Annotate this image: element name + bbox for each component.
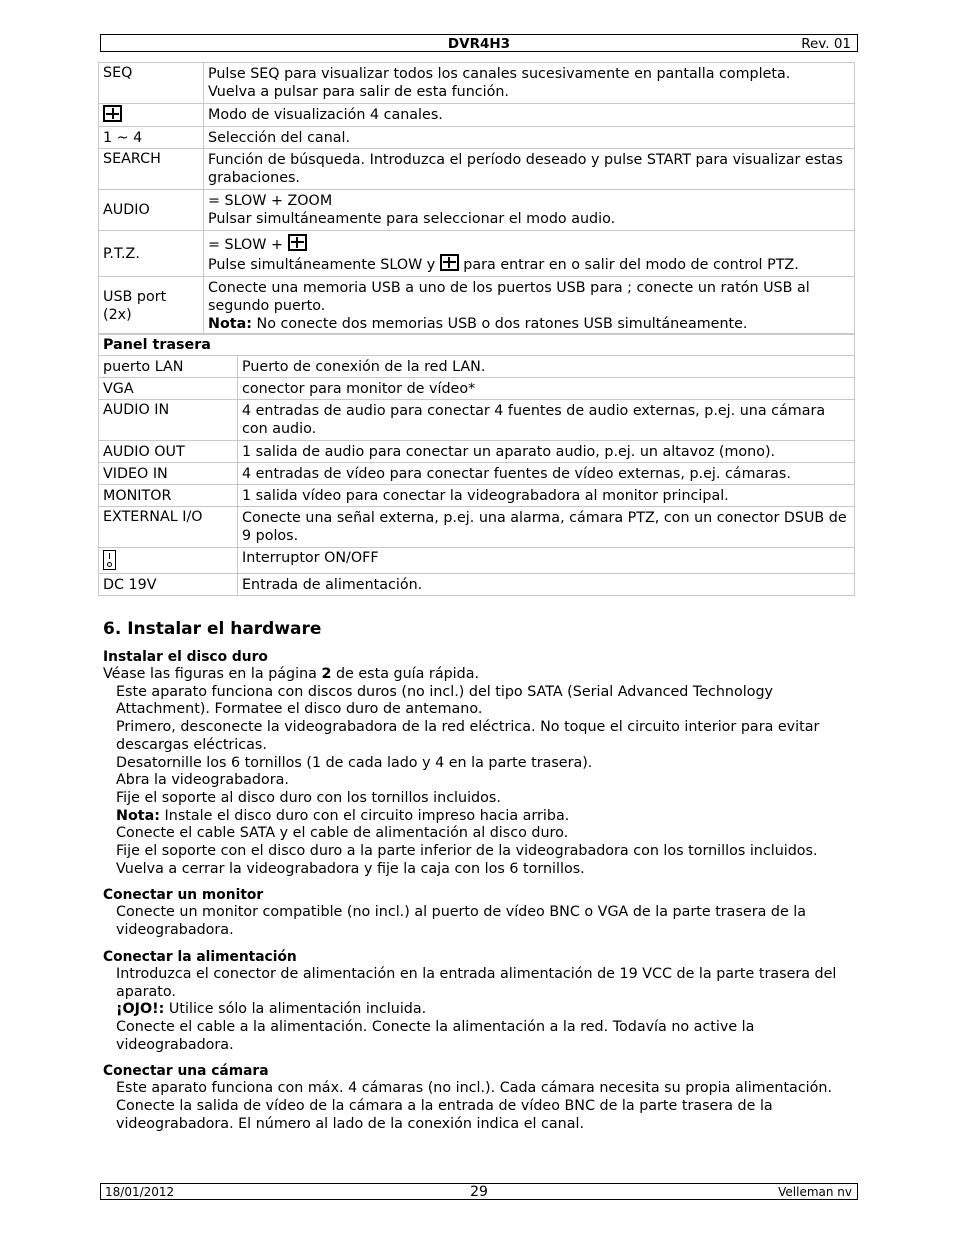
table-row [99, 400, 855, 441]
key-cell: AUDIO [99, 190, 204, 231]
key-cell [99, 548, 238, 574]
table-row [99, 356, 855, 378]
text: de esta guía rápida. [331, 666, 480, 682]
list-item: Fije el soporte con el disco duro a la parte inferior de la videograbadora con los tornillos incluidos. [116, 843, 818, 860]
warning-label: ¡OJO!: [116, 1001, 165, 1018]
page-footer [100, 1183, 858, 1200]
key-cell: AUDIO OUT [99, 441, 238, 463]
table-row [99, 463, 855, 485]
camera-text: Este aparato funciona con máx. 4 cámaras (no incl.). Cada cámara necesita su propia alimentación. [116, 1080, 833, 1097]
disk-note [103, 808, 853, 826]
text: Véase las figuras en la página [103, 666, 322, 682]
warning-text: Utilice sólo la alimentación incluida. [164, 1001, 427, 1018]
footer-company: Velleman nv [778, 1185, 852, 1199]
key-cell: USB port (2x) [99, 277, 204, 335]
table-row [99, 104, 855, 127]
disk-intro [103, 666, 853, 684]
value-line: = SLOW + ZOOM [208, 193, 333, 209]
key-cell: SEQ [99, 63, 204, 104]
quad-view-icon [440, 254, 459, 271]
value-cell: Conecte una señal externa, p.ej. una alarma, cámara PTZ, con un conector DSUB de 9 polos. [238, 507, 855, 548]
key-cell: VGA [99, 378, 238, 400]
value-cell: 1 salida vídeo para conectar la videograbadora al monitor principal. [238, 485, 855, 507]
value-cell: Selección del canal. [204, 127, 855, 149]
value-line: Pulse SEQ para visualizar todos los canales sucesivamente en pantalla completa. [208, 66, 791, 82]
value-line: Vuelva a pulsar para salir de esta función. [208, 84, 509, 100]
text: = SLOW + [208, 236, 288, 253]
table-row [99, 441, 855, 463]
list-item: Desatornille los 6 tornillos (1 de cada lado y 4 en la parte trasera). [116, 754, 593, 771]
monitor-text: Conecte un monitor compatible (no incl.) al puerto de vídeo BNC o VGA de la parte trasera de la videograbadora. [116, 904, 807, 939]
table-row [99, 574, 855, 596]
front-panel-table [98, 62, 855, 335]
table-row [99, 334, 855, 356]
list-item: Este aparato funciona con discos duros (no incl.) del tipo SATA (Serial Advanced Technology Attachment). Formatee el disco duro de antemano. [116, 683, 773, 718]
section-title: 6. Instalar el hardware [103, 619, 322, 639]
table-row [99, 231, 855, 277]
power-text: Conecte el cable a la alimentación. Conecte la alimentación a la red. Todavía no active la videograbadora. [116, 1018, 755, 1053]
value-cell: Entrada de alimentación. [238, 574, 855, 596]
power-title: Conectar la alimentación [103, 948, 297, 965]
note-label: Nota: [116, 807, 160, 824]
value-line: Conecte una memoria USB a uno de los puertos USB para ; conecte un ratón USB al segundo puerto. [208, 279, 810, 314]
value-cell: Interruptor ON/OFF [238, 548, 855, 574]
rear-panel-title: Panel trasera [99, 334, 855, 356]
key-cell: SEARCH [99, 149, 204, 190]
value-cell: 4 entradas de audio para conectar 4 fuentes de audio externas, p.ej. una cámara con audio. [238, 400, 855, 441]
value-cell [204, 231, 855, 277]
revision: Rev. 01 [801, 36, 851, 52]
power-switch-icon [103, 550, 116, 570]
footer-date: 18/01/2012 [105, 1185, 175, 1199]
value-cell: 1 salida de audio para conectar un aparato audio, p.ej. un altavoz (mono). [238, 441, 855, 463]
list-item: Vuelva a cerrar la videograbadora y fije la caja con los 6 tornillos. [116, 860, 585, 877]
list-item: Conecte el cable SATA y el cable de alimentación al disco duro. [116, 825, 569, 842]
value-line [208, 315, 850, 333]
key-cell: VIDEO IN [99, 463, 238, 485]
list-item: Primero, desconecte la videograbadora de la red eléctrica. No toque el circuito interior para evitar descargas eléctricas. [116, 719, 820, 753]
table-row [99, 507, 855, 548]
hardware-section [103, 618, 853, 1133]
camera-text: Conecte la salida de vídeo de la cámara a la entrada de vídeo BNC de la parte trasera de la videograbadora. El número al lado de la conexión indica el canal. [116, 1098, 773, 1132]
key-cell: MONITOR [99, 485, 238, 507]
note-label: Nota: [208, 315, 252, 332]
table-row [99, 190, 855, 231]
rear-panel-table [98, 333, 855, 596]
monitor-title: Conectar un monitor [103, 887, 264, 904]
disk-title: Instalar el disco duro [103, 649, 268, 665]
note-text: No conecte dos memorias USB o dos ratones USB simultáneamente. [252, 315, 748, 332]
key-cell: EXTERNAL I/O [99, 507, 238, 548]
key-cell: P.T.Z. [99, 231, 204, 277]
value-line [208, 254, 850, 274]
list-item: Fije el soporte al disco duro con los tornillos incluidos. [116, 789, 501, 806]
power-warning [103, 1001, 853, 1019]
value-line: Pulsar simultáneamente para seleccionar el modo audio. [208, 211, 616, 227]
text: Pulse simultáneamente SLOW y [208, 256, 440, 273]
value-cell [204, 63, 855, 104]
key-cell: puerto LAN [99, 356, 238, 378]
value-cell: Puerto de conexión de la red LAN. [238, 356, 855, 378]
table-row [99, 149, 855, 190]
text: para entrar en o salir del modo de control PTZ. [458, 256, 799, 273]
value-cell: conector para monitor de vídeo* [238, 378, 855, 400]
model-name: DVR4H3 [447, 36, 511, 52]
quad-view-icon [103, 105, 122, 122]
quad-view-icon [288, 234, 307, 251]
table-row [99, 277, 855, 335]
table-row [99, 63, 855, 104]
list-item: Abra la videograbadora. [116, 772, 289, 789]
value-line [208, 234, 850, 254]
value-cell [204, 277, 855, 335]
camera-title: Conectar una cámara [103, 1063, 269, 1080]
table-row [99, 127, 855, 149]
page-header [100, 34, 858, 52]
key-cell: DC 19V [99, 574, 238, 596]
page-number: 29 [470, 1184, 488, 1200]
table-row [99, 548, 855, 574]
key-cell: AUDIO IN [99, 400, 238, 441]
value-cell: Modo de visualización 4 canales. [204, 104, 855, 127]
table-row [99, 485, 855, 507]
value-cell [204, 190, 855, 231]
key-cell: 1 ~ 4 [99, 127, 204, 149]
value-cell: 4 entradas de vídeo para conectar fuentes de vídeo externas, p.ej. cámaras. [238, 463, 855, 485]
table-row [99, 378, 855, 400]
power-text: Introduzca el conector de alimentación en la entrada alimentación de 19 VCC de la parte trasera del aparato. [116, 965, 837, 1000]
note-text: Instale el disco duro con el circuito impreso hacia arriba. [160, 807, 570, 824]
value-cell: Función de búsqueda. Introduzca el período deseado y pulse START para visualizar estas grabaciones. [204, 149, 855, 190]
key-cell [99, 104, 204, 127]
page-ref: 2 [321, 666, 332, 682]
